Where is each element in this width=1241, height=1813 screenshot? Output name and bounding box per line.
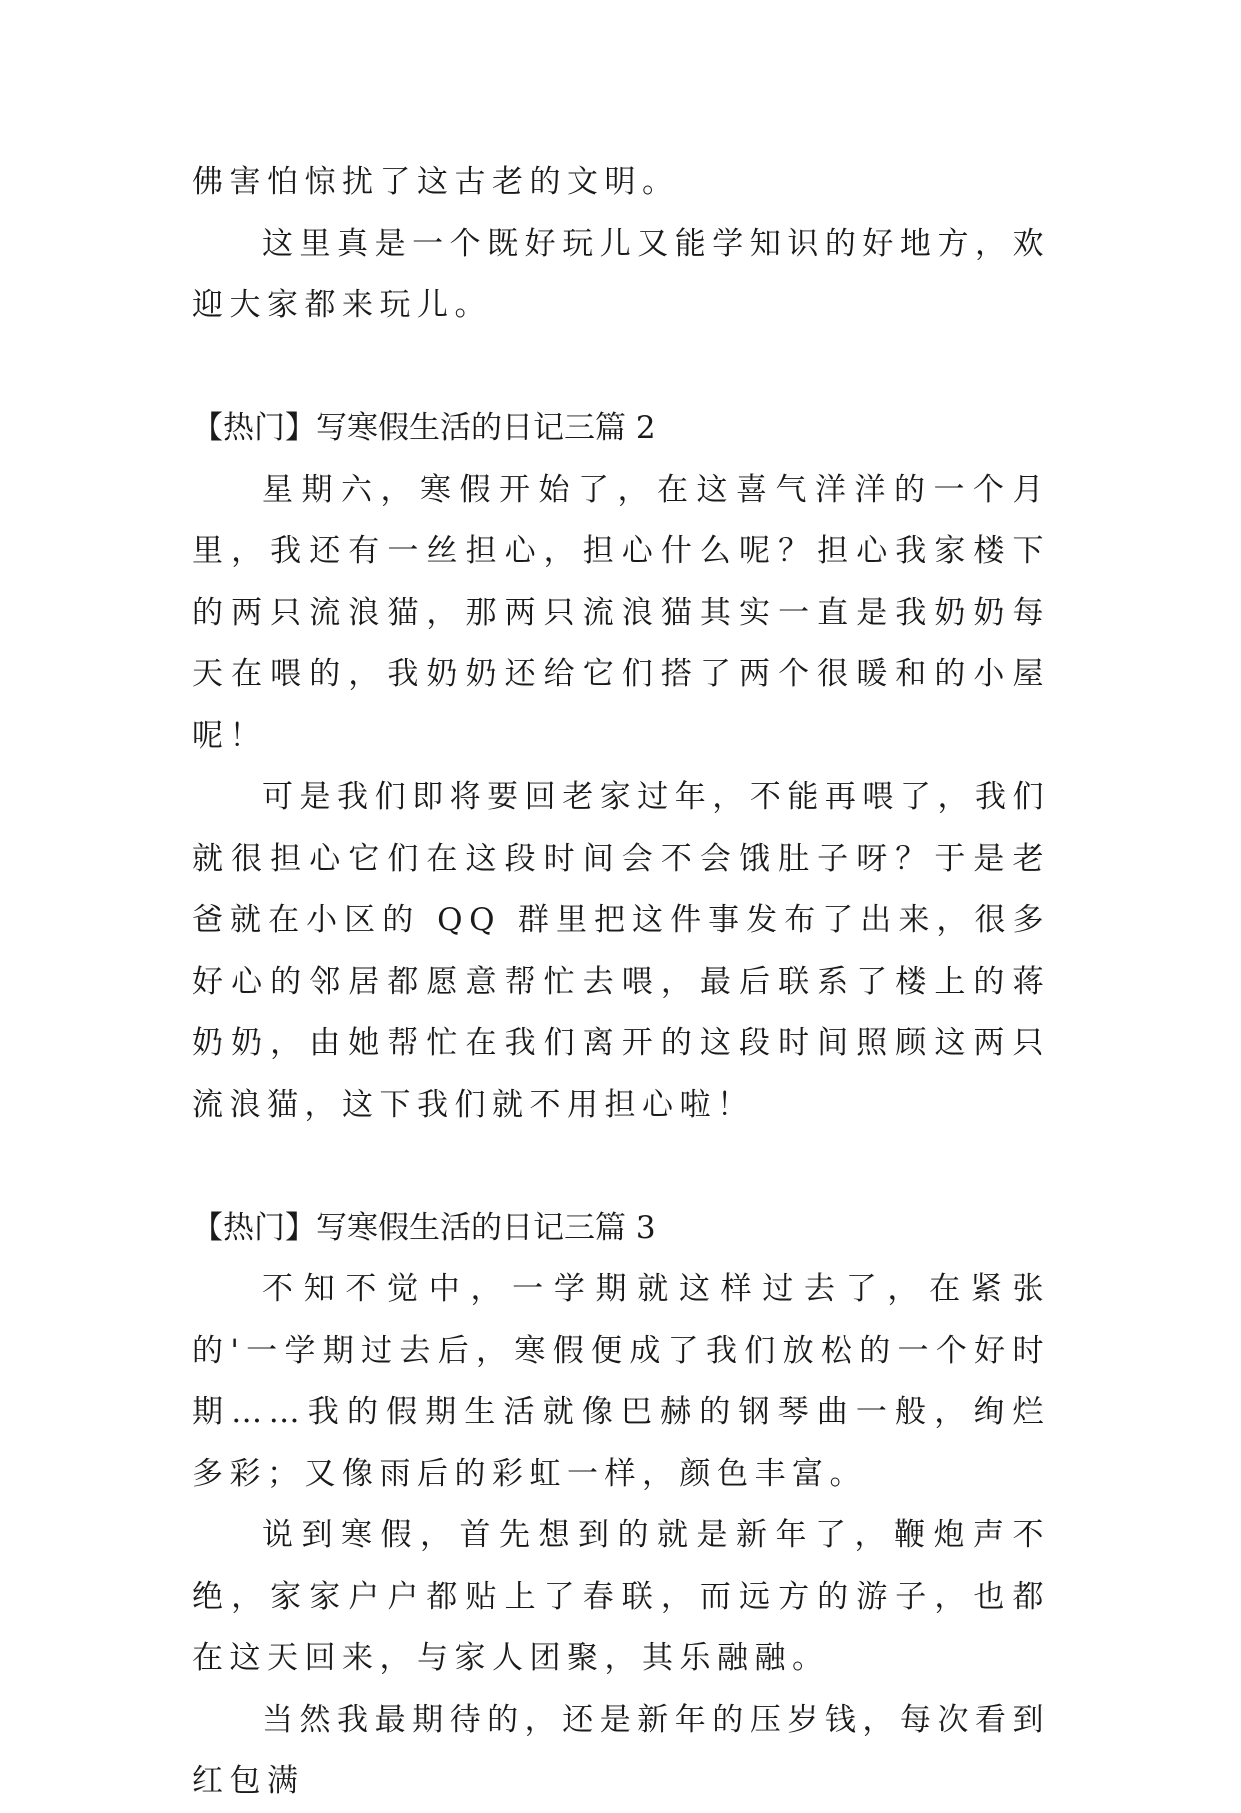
- paragraph: 说到寒假，首先想到的就是新年了，鞭炮声不绝，家家户户都贴上了春联，而远方的游子，也都在这天回来，与家人团聚，其乐融融。: [192, 1517, 1050, 1676]
- paragraph: 可是我们即将要回老家过年，不能再喂了，我们就很担心它们在这段时间会不会饿肚子呀？于是老爸就在小区的 QQ 群里把这件事发布了出来，很多好心的邻居都愿意帮忙去喂，最后联系了楼上的蒋奶奶，由她帮忙在我们离开的这段时间照顾这两只流浪猫，这下我们就不用担心啦！: [192, 779, 1050, 1123]
- paragraph: 当然我最期待的，还是新年的压岁钱，每次看到红包满: [192, 1701, 1050, 1799]
- section-heading: 【热门】写寒假生活的日记三篇 3: [192, 1209, 656, 1246]
- paragraph: 佛害怕惊扰了这古老的文明。: [192, 164, 680, 200]
- document-body: [192, 152, 1050, 1813]
- paragraph: 不知不觉中，一学期就这样过去了，在紧张的'一学期过去后，寒假便成了我们放松的一个好时期……我的假期生活就像巴赫的钢琴曲一般，绚烂多彩；又像雨后的彩虹一样，颜色丰富。: [192, 1271, 1050, 1492]
- section-heading: 【热门】写寒假生活的日记三篇 2: [192, 410, 656, 446]
- paragraph: 星期六，寒假开始了，在这喜气洋洋的一个月里，我还有一丝担心，担心什么呢？担心我家楼下的两只流浪猫，那两只流浪猫其实一直是我奶奶每天在喂的，我奶奶还给它们搭了两个很暖和的小屋呢！: [192, 471, 1050, 754]
- paragraph: 这里真是一个既好玩儿又能学知识的好地方，欢迎大家都来玩儿。: [192, 225, 1050, 323]
- spacer: [192, 337, 1050, 399]
- spacer: [192, 1136, 1050, 1198]
